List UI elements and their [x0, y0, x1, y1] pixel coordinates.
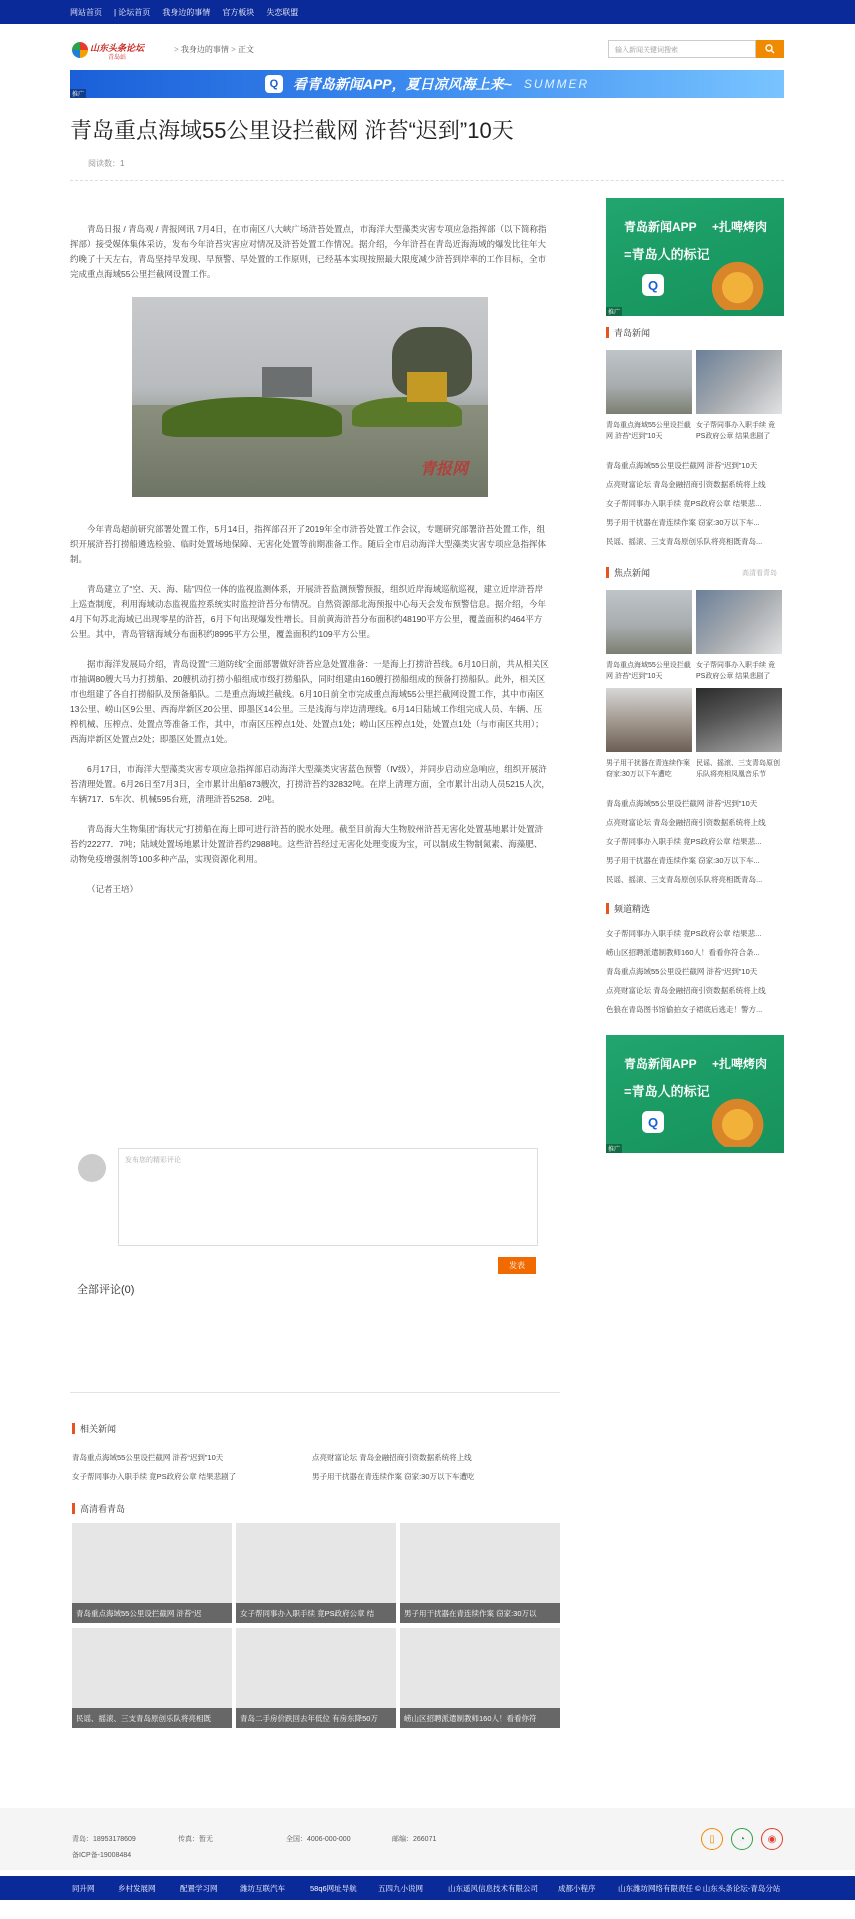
sidebar-news-link[interactable]: 女子帮同事办入职手续 竟PS政府公章 结果悲... — [606, 929, 762, 938]
related-news-link[interactable]: 男子用干扰器在青连续作案 窃家:30万以下车遭吃 — [312, 1472, 475, 1481]
sidebar-news-link[interactable]: 青岛重点海域55公里设拦截网 浒苔“迟到”10天 — [606, 967, 758, 976]
breadcrumb-separator: > — [231, 45, 236, 54]
sidebar-news-link[interactable]: 女子帮同事办入职手续 竟PS政府公章 结果悲... — [606, 837, 762, 846]
footer-phone: 青岛：18953178609 — [72, 1836, 136, 1843]
divider — [70, 1392, 560, 1393]
thumbnail-caption[interactable]: 女子帮同事办入职手续 竟PS政府公章 结果悲剧了 — [696, 662, 775, 680]
gallery-item[interactable] — [400, 1628, 560, 1728]
sidebar-news-link[interactable]: 男子用干扰器在青连续作案 窃家:30万以下车... — [606, 518, 760, 527]
friend-link[interactable]: 成都小程序 — [558, 1884, 596, 1893]
article-paragraph: 6月17日，市海洋大型藻类灾害专项应急指挥部启动海洋大型藻类灾害蓝色预警（Ⅳ级），并同步启动应急响应，组织开展浒苔清理处置。6月26日至7月3日，全市累计出船873艘次，打捞浒苔约32832吨。在岸上清理方面，全市累计出动人员5215人次，车辆717．5车次、机械595台班，清理浒苔5258．2吨。 — [70, 764, 550, 804]
sidebar-news-link[interactable]: 点亮财富论坛 青岛金融招商引资数据系统将上线 — [606, 818, 766, 827]
top-nav-home[interactable]: 网站首页 — [70, 7, 102, 17]
focus-news-heading: 焦点新闻 — [606, 566, 650, 579]
thumbnail-caption[interactable]: 民谣、摇滚、三支青岛原创乐队将亮相凤凰音乐节 — [696, 760, 780, 778]
title-divider — [70, 180, 784, 181]
article-paragraph: 据市海洋发展局介绍，青岛设置“三道防线”全面部署做好浒苔应急处置准备：一是海上打捞浒苔线。6月10日前，共从相关区市抽调80艘大马力打捞船、20艘机动打捞小船组成市级打捞船队，同时组建由160艘打捞船组成的预备打捞船队。此外，相关区市也组建了各自打捞船队及预备船队。二是重点海域拦截线。6月10日前全市完成重点海域55公里拦截网设置工作，其中市南区13公里、崂山区9公里、西海岸新区20公里、即墨区14公里。三是浅海与岸边清理线。6月14日陆域工作组完成人员、车辆、压榨机械、压榨点、处置点等准备工作，其中，市南区压榨点1处、处置点1处；崂山区压榨点1处，处置点1处（与市南区共用）；西海岸新区处置点2处；即墨区处置点1处。 — [70, 659, 549, 744]
breadcrumb-parent[interactable]: 我身边的事情 — [180, 45, 229, 54]
sidebar-news-link[interactable]: 青岛重点海域55公里设拦截网 浒苔“迟到”10天 — [606, 461, 758, 470]
ad-label: 推广 — [606, 307, 622, 316]
logo-main-text: 山东头条论坛 — [90, 43, 145, 53]
sidebar-news-link[interactable]: 民谣、摇滚、三支青岛原创乐队将亮相既青岛... — [606, 875, 763, 884]
focus-more-link[interactable]: 高清看青岛 — [742, 570, 777, 577]
related-news-link[interactable]: 女子帮同事办入职手续 竟PS政府公章 结果悲剧了 — [72, 1472, 237, 1481]
food-illustration — [712, 254, 776, 310]
related-news-heading: 相关新闻 — [72, 1422, 116, 1435]
friend-link[interactable]: 58q6网址导航 — [310, 1884, 357, 1893]
copyright-text: 山东潍坊网络有限责任 © 山东头条论坛-青岛分站 — [618, 1884, 781, 1893]
sidebar-news-link[interactable]: 色狼在青岛图书馆偷拍女子裙底后逃走！警方... — [606, 1005, 763, 1014]
gallery-caption: 民谣、摇滚、三支青岛原创乐队将亮相既 — [72, 1708, 232, 1728]
friend-link[interactable]: 乡村发展网 — [118, 1884, 156, 1893]
sidebar-news-link[interactable]: 男子用干扰器在青连续作案 窃家:30万以下车... — [606, 856, 760, 865]
footer-hotline: 全国：4006-000-000 — [286, 1836, 351, 1843]
qingdao-news-heading: 青岛新闻 — [606, 326, 650, 339]
sidebar-ad[interactable] — [606, 1035, 784, 1153]
friend-link[interactable]: 潍坊互联汽车 — [240, 1884, 285, 1893]
article-paragraph: 青岛日报 / 青岛观 / 青报网讯 7月4日，在市南区八大峡广场浒苔处置点，市海洋大型藻类灾害专项应急指挥部（以下简称指挥部）接受媒体集体采访，发布今年浒苔灾害应对情况及浒苔处置工作情况。据介绍，今年浒苔在青岛近海海域的爆发比往年大约晚了十天左右，青岛坚持早发现、早预警、早处置的工作原则，已经基本实现按照最大限度减少浒苔到岸率的工作目标，全市完成重点海域55公里拦截网设置工作。 — [70, 224, 547, 279]
ad-line-3: +扎啤烤肉 — [712, 220, 768, 234]
friend-link[interactable]: 山东遥风信息技术有限公司 — [448, 1884, 538, 1893]
news-thumbnail[interactable] — [696, 590, 782, 654]
breadcrumb-separator: > — [174, 45, 179, 54]
gallery-item[interactable] — [72, 1628, 232, 1728]
article-paragraph: 今年青岛超前研究部署处置工作，5月14日，指挥部召开了2019年全市浒苔处置工作会议，专题研究部署浒苔处置工作，组织开展浒苔打捞船遴选检验、临时处置场地保障、无害化处置等前期准备工作。随后全市启动海洋大型藻类灾害专项应急指挥体制。 — [70, 524, 547, 564]
logo-sub-text: 青岛站 — [108, 55, 127, 61]
food-illustration — [712, 1091, 776, 1147]
article-body — [70, 222, 550, 912]
search-input[interactable]: 输入新闻关键词搜索 — [608, 40, 756, 58]
friend-links-bar — [0, 1876, 855, 1900]
sidebar-news-link[interactable]: 青岛重点海域55公里设拦截网 浒苔“迟到”10天 — [606, 799, 758, 808]
top-nav-bar — [0, 0, 855, 24]
wechat-icon[interactable]: ◔ — [731, 1828, 753, 1850]
breadcrumb — [174, 44, 254, 55]
related-news-link[interactable]: 点亮财富论坛 青岛金融招商引资数据系统将上线 — [312, 1453, 472, 1462]
news-thumbnail[interactable] — [606, 590, 692, 654]
related-news-link[interactable]: 青岛重点海域55公里设拦截网 浒苔“迟到”10天 — [72, 1453, 224, 1462]
footer-postcode: 邮编：266071 — [392, 1836, 437, 1843]
search-icon — [765, 44, 775, 54]
top-nav-lovelorn[interactable]: 失恋联盟 — [266, 7, 299, 17]
footer-icp[interactable]: 备ICP备-19008484 — [72, 1852, 132, 1859]
friend-link[interactable]: 同升网 — [72, 1884, 95, 1893]
sidebar-news-link[interactable]: 点亮财富论坛 青岛金融招商引资数据系统将上线 — [606, 480, 766, 489]
search-button[interactable] — [756, 40, 784, 58]
sidebar-news-link[interactable]: 女子帮同事办入职手续 竟PS政府公章 结果悲... — [606, 499, 762, 508]
banner-summer-text: SUMMER — [523, 77, 590, 91]
thumbnail-caption[interactable]: 男子用干扰器在青连续作案 窃家:30万以下车遭吃 — [606, 760, 690, 778]
gallery-item[interactable] — [236, 1523, 396, 1623]
ad-label: 推广 — [70, 89, 86, 98]
comment-input[interactable]: 发布您的精彩评论 — [118, 1148, 538, 1246]
banner-text: 看青岛新闻APP，夏日凉风海上来~ — [292, 76, 512, 92]
header — [70, 38, 784, 62]
app-logo-icon: Q — [265, 75, 283, 93]
gallery-caption: 崂山区招聘派遣制教师160人！看看你符 — [400, 1708, 560, 1728]
gallery-item[interactable] — [236, 1628, 396, 1728]
ad-line-2: =青岛人的标记 — [624, 1084, 710, 1099]
breadcrumb-current: 正文 — [238, 45, 255, 54]
page-title: 青岛重点海域55公里设拦截网 浒苔“迟到”10天 — [70, 118, 514, 143]
gallery-heading: 高清看青岛 — [72, 1502, 125, 1515]
top-nav-forum[interactable]: | 论坛首页 — [114, 7, 151, 17]
friend-link[interactable]: 五四九小说网 — [378, 1884, 423, 1893]
article-paragraph: 青岛建立了“空、天、海、陆”四位一体的监视监测体系，开展浒苔监测预警预报，组织近岸海域巡航巡视，建立近岸浒苔岸上巡查制度，利用海域动态监视监控系统实时监控浒苔分布情况。自然资源部北海预报中心每天会发布预警信息。据介绍，今年4月下旬苏北海域已出现零星的浒苔，6月下旬出现爆发性增长。目前黄海浒苔分布面积约48190平方公里，覆盖面积约464平方公里。其中，青岛管辖海域分布面积约8995平方公里，覆盖面积约109平方公里。 — [70, 584, 547, 639]
sidebar-news-link[interactable]: 崂山区招聘派遣制教师160人！看看你符合条... — [606, 948, 760, 957]
ad-line-3: +扎啤烤肉 — [712, 1057, 768, 1071]
gallery-item[interactable] — [400, 1523, 560, 1623]
mobile-icon[interactable]: ▯ — [701, 1828, 723, 1850]
footer — [0, 1808, 855, 1870]
gallery-caption: 青岛二手房价跌回去年低位 有房东降50万 — [236, 1708, 396, 1728]
gallery-caption: 男子用干扰器在青连续作案 窃家:30万以 — [400, 1603, 560, 1623]
news-thumbnail[interactable] — [696, 688, 782, 752]
sidebar-news-link[interactable]: 民谣、摇滚、三支青岛原创乐队将亮相既青岛... — [606, 537, 763, 546]
all-comments-label: 全部评论(0) — [77, 1284, 135, 1296]
top-nav-around-me[interactable]: 我身边的事情 — [162, 7, 211, 17]
thumbnail-caption[interactable]: 青岛重点海域55公里设拦截网 浒苔“迟到”10天 — [606, 662, 691, 680]
gallery-caption: 青岛重点海域55公里设拦截网 浒苔“迟 — [72, 1603, 232, 1623]
ad-line-1: 青岛新闻APP — [624, 220, 697, 234]
news-thumbnail[interactable] — [606, 350, 692, 414]
thumbnail-caption[interactable]: 青岛重点海域55公里设拦截网 浒苔“迟到”10天 — [606, 422, 691, 440]
article-image — [132, 297, 488, 497]
gallery-caption: 女子帮同事办入职手续 竟PS政府公章 结 — [236, 1603, 396, 1623]
news-thumbnail[interactable] — [696, 350, 782, 414]
avatar — [78, 1154, 106, 1182]
sidebar-news-link[interactable]: 点亮财富论坛 青岛金融招商引资数据系统将上线 — [606, 986, 766, 995]
logo-icon — [72, 42, 88, 58]
sidebar-ad[interactable] — [606, 198, 784, 316]
footer-fax: 传真：暂无 — [178, 1836, 213, 1843]
news-thumbnail[interactable] — [606, 688, 692, 752]
read-count: 阅读数：1 — [88, 159, 125, 168]
image-watermark: 青报网 — [419, 461, 468, 478]
friend-link[interactable]: 配置学习网 — [180, 1884, 218, 1893]
ad-label: 推广 — [606, 1144, 622, 1153]
top-nav-official[interactable]: 官方板块 — [222, 7, 255, 17]
ad-line-1: 青岛新闻APP — [624, 1057, 697, 1071]
channel-picks-heading: 频道精选 — [606, 902, 650, 915]
weibo-icon[interactable]: ◉ — [761, 1828, 783, 1850]
top-ad-banner[interactable] — [70, 70, 784, 98]
site-logo[interactable] — [72, 38, 150, 62]
thumbnail-caption[interactable]: 女子帮同事办入职手续 竟PS政府公章 结果悲剧了 — [696, 422, 775, 440]
gallery-item[interactable] — [72, 1523, 232, 1623]
send-comment-button[interactable]: 发表 — [498, 1257, 536, 1274]
app-logo-icon: Q — [642, 1111, 664, 1133]
ad-line-2: =青岛人的标记 — [624, 247, 710, 262]
reporter-name: （记者王培） — [87, 884, 139, 894]
app-logo-icon: Q — [642, 274, 664, 296]
article-paragraph: 青岛海大生物集团“海状元”打捞船在海上即可进行浒苔的脱水处理。截至目前海大生物胶州浒苔无害化处置基地累计处置浒苔约22277．7吨；陆域处置场地累计处置浒苔约2988吨。这些浒苔经过无害化处理变废为宝，可以制成生物制氮素、海藻肥、动物免疫增强剂等100多种产品，实现资源化利用。 — [70, 824, 544, 864]
